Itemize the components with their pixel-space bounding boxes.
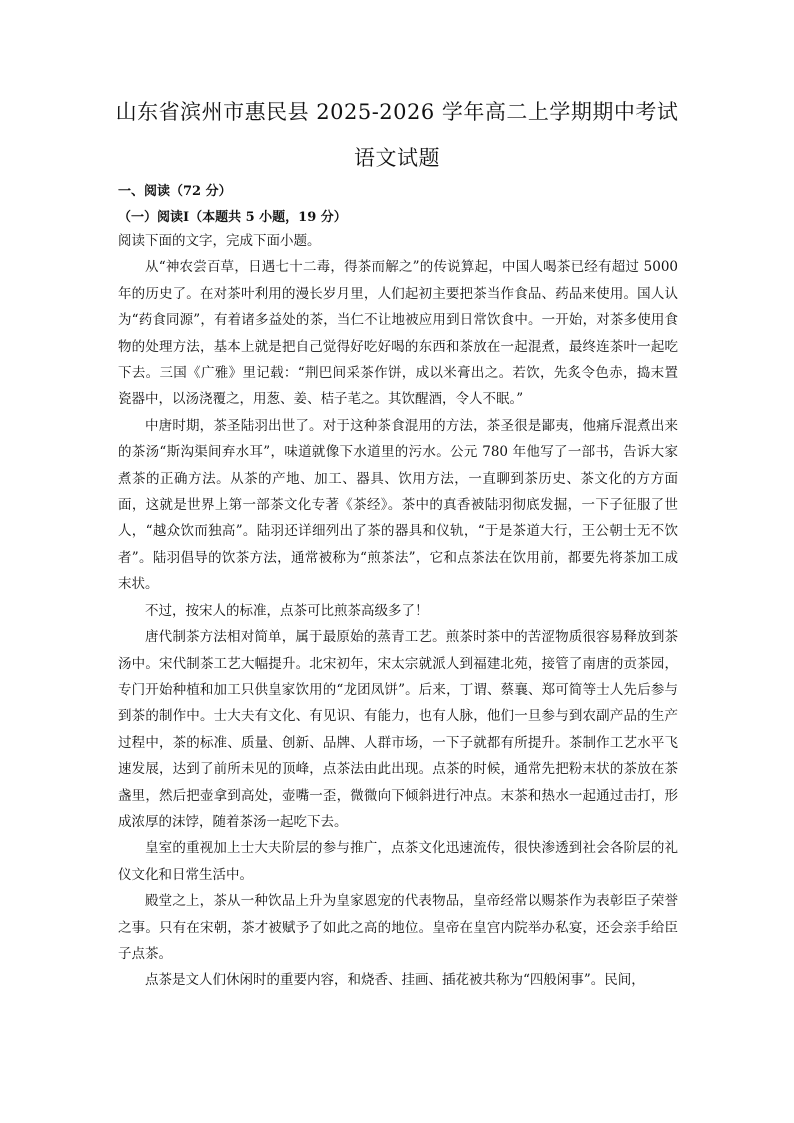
paragraph-1: 从“神农尝百草，日遇七十二毒，得茶而解之”的传说算起，中国人喝茶已经有超过 5000 年的历史了。在对茶叶利用的漫长岁月里，人们起初主要把茶当作食品、药品来使用。国人认为“药食同源”，有着诸多益处的茶，当仁不让地被应用到日常饮食中。一开始，对茶多使用食物的处理方法，基本上就是把自己觉得好吃好喝的东西和茶放在一起混煮，最终连茶叶一起吃下去。三国《广雅》里记载：“荆巴间采茶作饼，成以米膏出之。若饮，先炙令色赤，捣末置瓷器中，以汤浇覆之，用葱、姜、桔子芼之。其饮醒酒，令人不眠。” xyxy=(118,259,678,408)
paragraph-6: 殿堂之上，茶从一种饮品上升为皇家恩宠的代表物品，皇帝经常以赐茶作为表彰臣子荣誉之事。只有在宋朝，茶才被赋予了如此之高的地位。皇帝在皇宫内院举办私宴，还会亲手给臣子点茶。 xyxy=(118,893,678,962)
paragraph-5: 皇室的重视加上士大夫阶层的参与推广，点茶文化迅速流传，很快渗透到社会各阶层的礼仪文化和日常生活中。 xyxy=(118,840,678,883)
paragraph-4: 唐代制茶方法相对简单，属于最原始的蒸青工艺。煎茶时茶中的苦涩物质很容易释放到茶汤中。宋代制茶工艺大幅提升。北宋初年，宋太宗就派人到福建北苑，接管了南唐的贡茶园，专门开始种植和加工只供皇家饮用的“龙团凤饼”。后来，丁谓、蔡襄、郑可简等士人先后参与到茶的制作中。士大夫有文化、有见识、有能力，也有人脉，他们一旦参与到农副产品的生产过程中，茶的标准、质量、创新、品牌、人群市场，一下子就都有所提升。茶制作工艺水平飞速发展，达到了前所未见的顶峰，点茶法由此出现。点茶的时候，通常先把粉末状的茶放在茶盏里，然后把壶拿到高处，壶嘴一歪，微微向下倾斜进行冲点。末茶和热水一起通过击打，形成浓厚的沫饽，随着茶汤一起吃下去。 xyxy=(118,629,678,830)
exam-title: 山东省滨州市惠民县 2025-2026 学年高二上学期期中考试 xyxy=(115,100,679,124)
section-heading: 一、阅读（72 分） xyxy=(118,184,232,199)
instruction-text: 阅读下面的文字，完成下面小题。 xyxy=(118,233,321,249)
paragraph-7: 点茶是文人们休闲时的重要内容，和烧香、挂画、插花被共称为“四般闲事”。民间， xyxy=(145,972,645,989)
paragraph-2: 中唐时期，茶圣陆羽出世了。对于这种茶食混用的方法，茶圣很是鄙夷，他痛斥混煮出来的茶汤“斯沟渠间弃水耳”，味道就像下水道里的污水。公元 780 年他写了一部书，告诉大家煮茶的正确方法。从茶的产地、加工、器具、饮用方法，一直聊到茶历史、茶文化的方方面面，这就是世界上第一部茶文化专著《茶经》。茶中的真香被陆羽彻底发掘，一下子征服了世人，“越众饮而独高”。陆羽还详细列出了茶的器具和仪轨，“于是茶道大行，王公朝士无不饮者”。陆羽倡导的饮茶方法，通常被称为“煎茶法”，它和点茶法在饮用前，都要先将茶加工成末状。 xyxy=(118,417,678,593)
exam-subtitle: 语文试题 xyxy=(354,146,440,170)
subsection-heading: （一）阅读Ⅰ（本题共 5 小题，19 分） xyxy=(118,210,347,225)
reading-passage xyxy=(118,228,678,994)
paragraph-3: 不过，按宋人的标准，点茶可比煎茶高级多了！ xyxy=(145,602,429,619)
